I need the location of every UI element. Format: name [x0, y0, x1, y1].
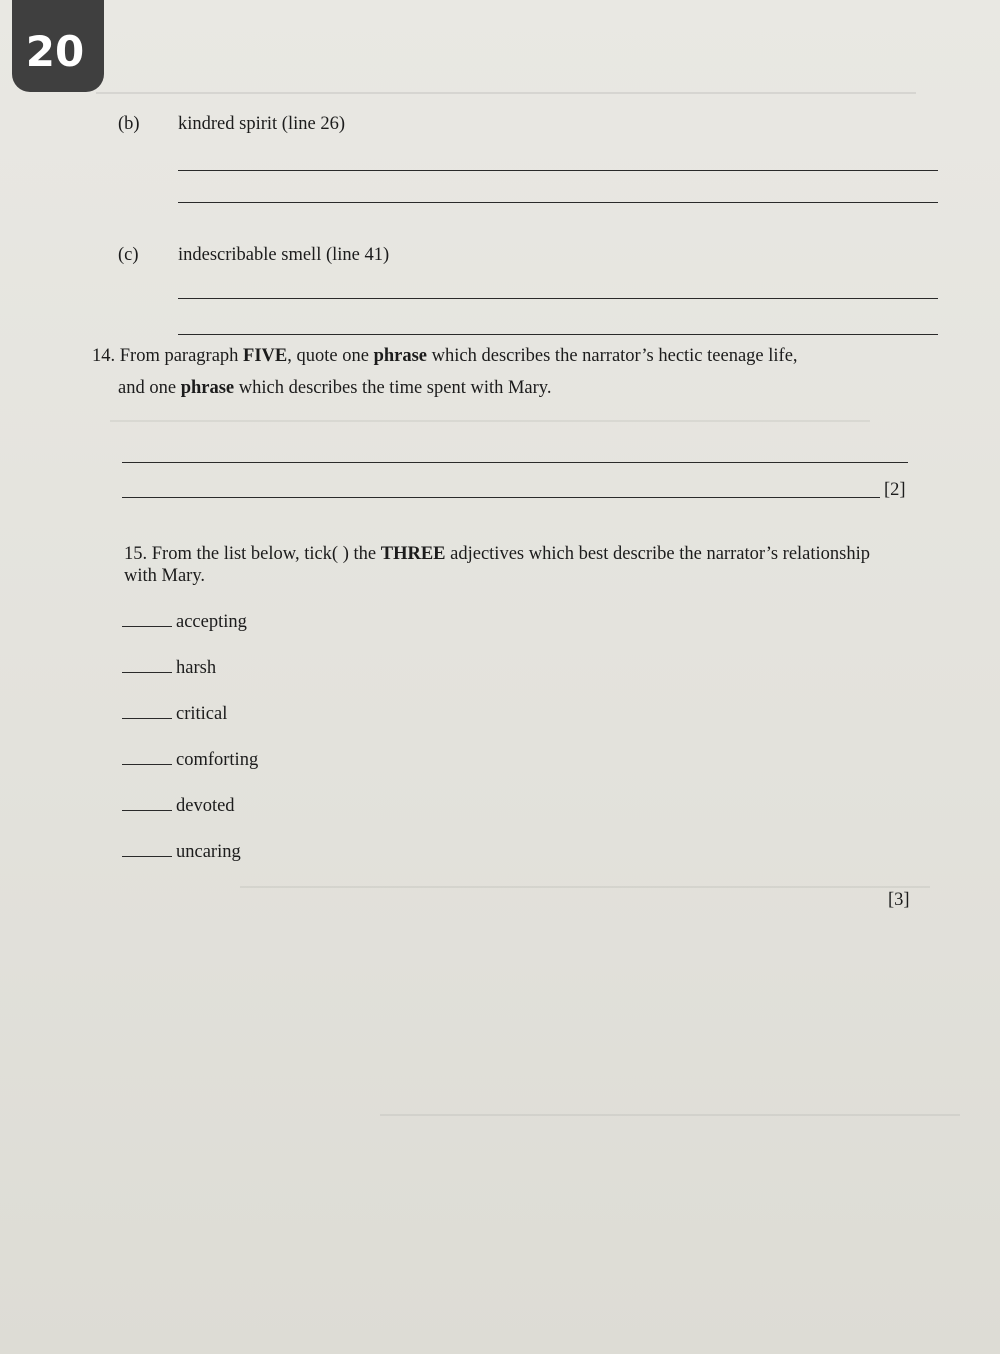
- part-c-label: (c): [118, 245, 139, 265]
- option-row: [122, 658, 216, 679]
- part-c-answer-line-1[interactable]: [178, 298, 938, 299]
- tick-blank[interactable]: [122, 856, 172, 857]
- bleed-through-decoration: [96, 92, 916, 94]
- option-row: [122, 796, 235, 817]
- part-c-term: indescribable smell (line 41): [178, 245, 390, 265]
- tick-blank[interactable]: [122, 810, 172, 811]
- bleed-through-decoration: [110, 420, 870, 422]
- option-label: comforting: [176, 750, 259, 770]
- tick-blank[interactable]: [122, 764, 172, 765]
- tick-blank[interactable]: [122, 626, 172, 627]
- part-b-answer-line-1[interactable]: [178, 170, 938, 171]
- option-row: [122, 750, 258, 771]
- question-14-marks: [2]: [884, 480, 906, 500]
- question-15-line-2: with Mary.: [124, 566, 206, 586]
- part-b-label: (b): [118, 114, 140, 134]
- part-b-term: kindred spirit (line 26): [178, 114, 345, 134]
- page-number-badge: 20: [12, 0, 104, 92]
- bleed-through-decoration: [240, 886, 930, 888]
- option-row: [122, 704, 227, 725]
- tick-blank[interactable]: [122, 672, 172, 673]
- part-c-answer-line-2[interactable]: [178, 334, 938, 335]
- question-14-answer-line-2[interactable]: [122, 497, 880, 498]
- question-14-line-2: and one phrase which describes the time spent with Mary.: [118, 378, 552, 398]
- option-label: accepting: [176, 612, 247, 632]
- question-15-marks: [3]: [888, 890, 910, 910]
- option-row: [122, 612, 247, 633]
- option-row: [122, 842, 241, 863]
- option-label: uncaring: [176, 842, 241, 862]
- question-14-answer-line-1[interactable]: [122, 462, 908, 463]
- option-label: devoted: [176, 796, 235, 816]
- option-label: critical: [176, 704, 228, 724]
- question-15-line-1: 15. From the list below, tick( ) the THREE adjectives which best describe the narrator’s relationship: [124, 544, 871, 564]
- question-14-line-1: 14. From paragraph FIVE, quote one phrase which describes the narrator’s hectic teenage life,: [92, 346, 798, 366]
- option-label: harsh: [176, 658, 217, 678]
- tick-blank[interactable]: [122, 718, 172, 719]
- bleed-through-decoration: [380, 1114, 960, 1116]
- part-b-answer-line-2[interactable]: [178, 202, 938, 203]
